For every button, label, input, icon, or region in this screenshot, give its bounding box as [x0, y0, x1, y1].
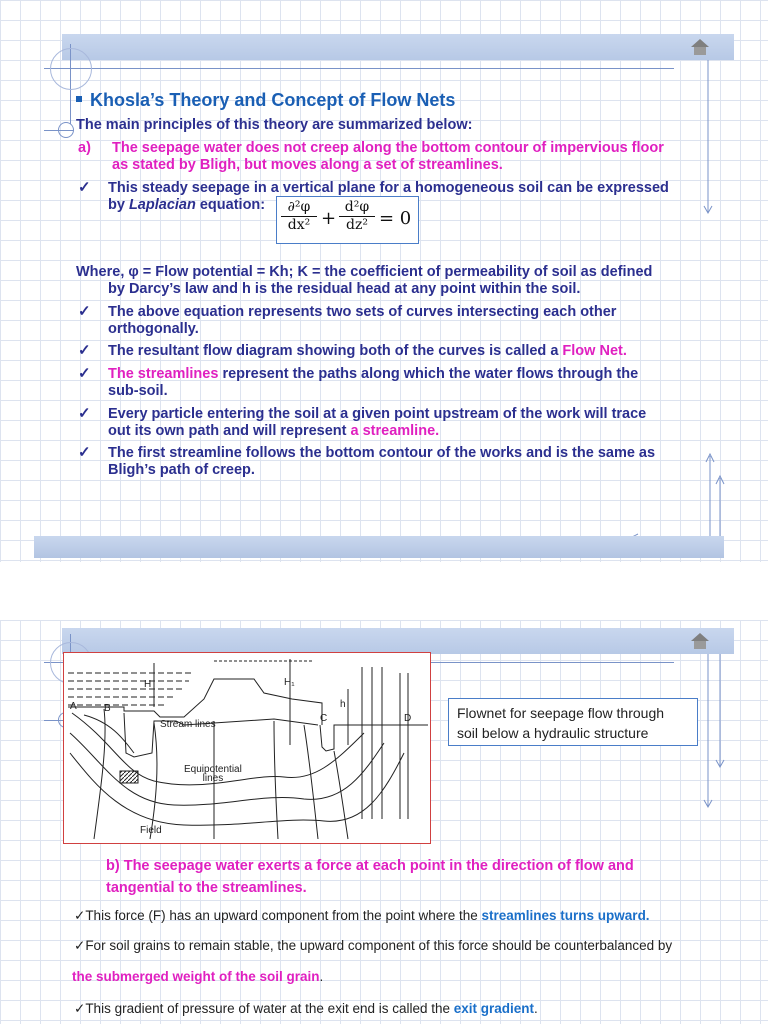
check3-line: The resultant flow diagram showing both of the curves is called a Flow Net. — [108, 343, 627, 359]
check-icon: ✓ — [78, 444, 91, 461]
submerged-weight-term: the submerged weight of the soil grain — [72, 969, 320, 984]
stability-line: ✓For soil grains to remain stable, the upward component of this force should be counterbalanced by — [74, 938, 673, 953]
exit-gradient-line: ✓This gradient of pressure of water at the exit end is called the exit gradient. — [74, 1001, 538, 1016]
exit-gradient-term: exit gradient — [453, 1001, 535, 1016]
check-icon: ✓ — [78, 365, 91, 382]
home-icon[interactable] — [690, 38, 710, 56]
top-bar — [62, 34, 734, 60]
check6-line-2: Bligh’s path of creep. — [108, 462, 255, 478]
check5-line-1: Every particle entering the soil at a given point upstream of the work will trace — [108, 406, 647, 422]
point-a-line-1: The seepage water does not creep along the bottom contour of impervious floor — [112, 140, 664, 156]
label-C: C — [320, 713, 328, 724]
label-equipotential: Equipotential lines — [184, 764, 242, 784]
flownet-figure — [63, 652, 431, 844]
check1-line-2: by Laplacian equation: — [108, 197, 266, 213]
check6-line-1: The first streamline follows the bottom contour of the works and is the same as — [108, 445, 656, 461]
laplace-equation — [276, 196, 419, 244]
bottom-bar — [34, 536, 724, 558]
point-b-line-2: tangential to the streamlines. — [106, 880, 307, 896]
right-arrow-down-icon — [700, 60, 716, 220]
top-bar — [62, 628, 734, 654]
where-line-2: by Darcy’s law and h is the residual head at any point within the soil. — [108, 281, 581, 297]
label-H1: H₁ — [284, 677, 295, 688]
force-line: ✓This force (F) has an upward component from the point where the streamlines turns upward. — [74, 908, 650, 923]
streamlines-upward-term: streamlines turns upward. — [481, 908, 650, 923]
top-rule — [44, 68, 674, 69]
home-icon[interactable] — [690, 632, 710, 650]
label-A: A — [70, 701, 77, 712]
point-b-line-1: b) The seepage water exerts a force at each point in the direction of flow and — [106, 858, 634, 874]
check-icon: ✓ — [78, 303, 91, 320]
eq-num-1: ∂²φ — [287, 199, 311, 215]
label-field: Field — [140, 825, 162, 836]
check-icon: ✓ — [78, 405, 91, 422]
check1-line-1: This steady seepage in a vertical plane for a homogeneous soil can be expressed — [108, 180, 669, 196]
right-arrow-down-icon-2 — [712, 654, 728, 774]
left-circle — [58, 122, 74, 138]
where-line-1: Where, φ = Flow potential = Kh; K = the coefficient of permeability of soil as defined — [76, 264, 653, 280]
laplacian-word: Laplacian — [128, 197, 196, 213]
label-D: D — [404, 713, 412, 724]
check5-line-2: out its own path and will represent a streamline. — [108, 423, 440, 439]
submerged-weight-line: the submerged weight of the soil grain. — [72, 969, 324, 984]
check-icon: ✓ — [78, 179, 91, 196]
eq-plus: + — [321, 208, 337, 229]
eq-den-1: dx² — [281, 216, 317, 233]
check4-line-1: The streamlines represent the paths along which the water flows through the — [108, 366, 639, 382]
label-B: B — [104, 703, 111, 714]
point-a-line-2: as stated by Bligh, but moves along a set of streamlines. — [112, 157, 503, 173]
eq-rhs: = 0 — [379, 208, 412, 229]
label-h: h — [340, 699, 346, 710]
flow-net-term: Flow Net. — [562, 343, 627, 359]
eq-num-2: d²φ — [344, 199, 370, 215]
label-stream-lines: Stream lines — [160, 719, 216, 730]
check2-line-1: The above equation represents two sets of curves intersecting each other — [108, 304, 617, 320]
slide-title: Khosla’s Theory and Concept of Flow Nets — [76, 90, 455, 111]
streamlines-term: The streamlines — [108, 366, 219, 382]
point-a-marker: a) — [78, 140, 91, 156]
corner-circle — [50, 48, 92, 90]
label-H: H — [144, 679, 152, 690]
check-icon: ✓ — [78, 342, 91, 359]
check4-line-2: sub-soil. — [108, 383, 168, 399]
figure-caption: Flownet for seepage flow through soil below a hydraulic structure — [448, 698, 698, 746]
check2-line-2: orthogonally. — [108, 321, 199, 337]
intro-text: The main principles of this theory are summarized below: — [76, 117, 473, 133]
a-streamline-term: a streamline. — [350, 423, 440, 439]
eq-den-2: dz² — [339, 216, 375, 233]
